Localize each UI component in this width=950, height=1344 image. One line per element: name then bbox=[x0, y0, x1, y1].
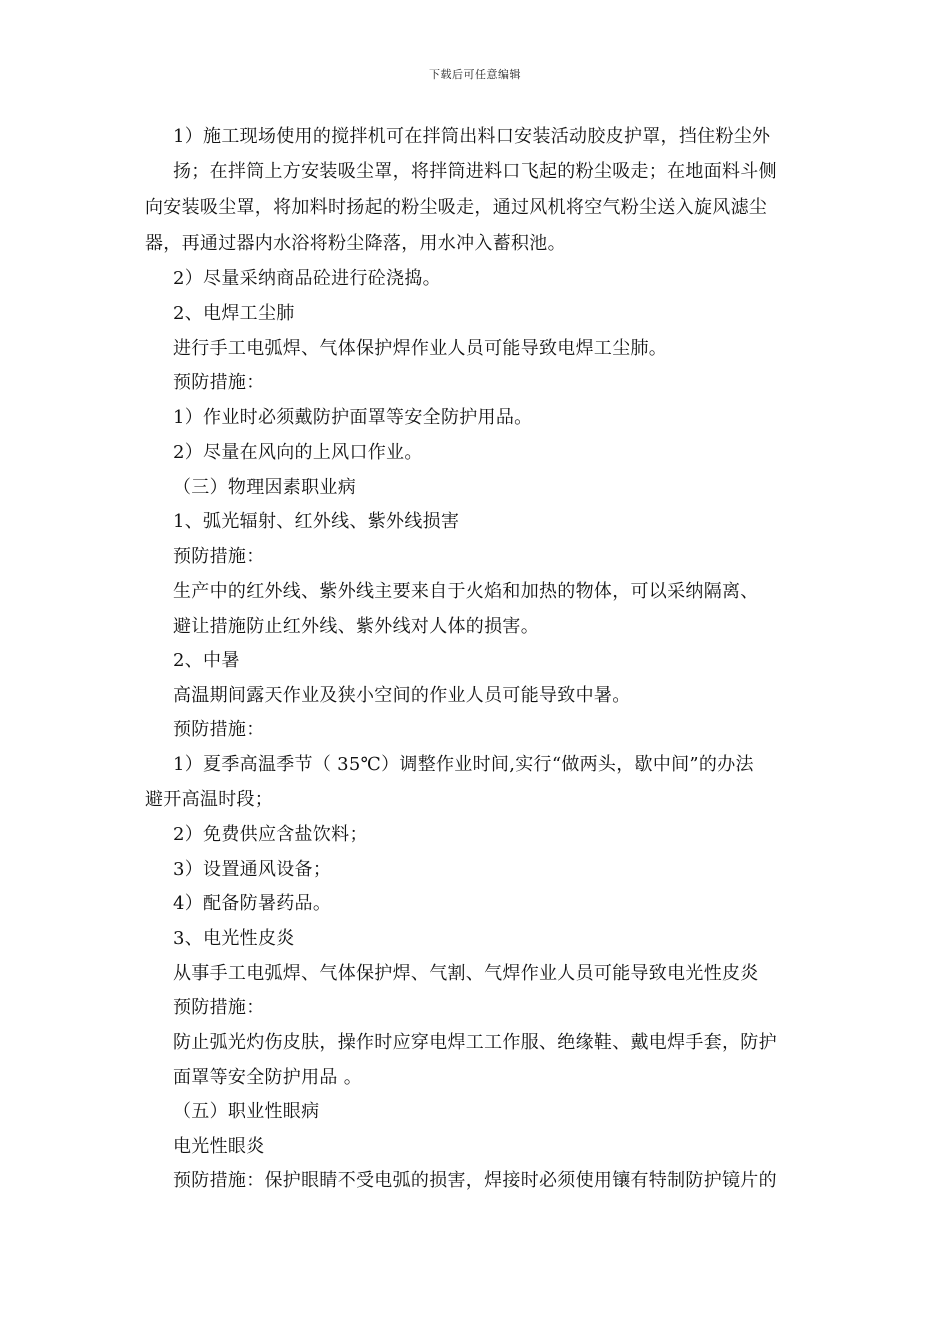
section-heading: 3、电光性皮炎 bbox=[173, 928, 295, 949]
text-line: 进行手工电弧焊、气体保护焊作业人员可能导致电焊工尘肺。 bbox=[173, 338, 668, 359]
text-line: 3）设置通风设备； bbox=[173, 859, 332, 880]
text-line: 1）夏季高温季节（ 35℃）调整作业时间,实行“做两头，歇中间”的办法 bbox=[173, 754, 754, 775]
text-line: 面罩等安全防护用品 。 bbox=[173, 1067, 363, 1088]
section-heading: 电光性眼炎 bbox=[173, 1136, 265, 1157]
text-line: 生产中的红外线、紫外线主要来自于火焰和加热的物体，可以采纳隔离、 bbox=[173, 581, 759, 602]
text-line: 预防措施： bbox=[173, 372, 265, 393]
text-line: 预防措施：保护眼睛不受电弧的损害，焊接时必须使用镶有特制防护镜片的 bbox=[173, 1170, 777, 1191]
text-line: 器，再通过器内水浴将粉尘降落，用水冲入蓄积池。 bbox=[145, 233, 566, 254]
text-line: 2）免费供应含盐饮料； bbox=[173, 824, 368, 845]
text-line: 预防措施： bbox=[173, 546, 265, 567]
text-line: 避开高温时段； bbox=[145, 789, 274, 810]
text-line: 预防措施： bbox=[173, 997, 265, 1018]
text-line: 避让措施防止红外线、紫外线对人体的损害。 bbox=[173, 616, 539, 637]
section-heading: 1、弧光辐射、红外线、紫外线损害 bbox=[173, 511, 460, 532]
section-heading: 2、电焊工尘肺 bbox=[173, 303, 295, 324]
text-line: 向安装吸尘罩，将加料时扬起的粉尘吸走，通过风机将空气粉尘送入旋风滤尘 bbox=[145, 197, 768, 218]
text-line: 预防措施： bbox=[173, 719, 265, 740]
text-line: 1）作业时必须戴防护面罩等安全防护用品。 bbox=[173, 407, 533, 428]
text-line: 2）尽量采纳商品砼进行砼浇捣。 bbox=[173, 268, 441, 289]
text-line: 2）尽量在风向的上风口作业。 bbox=[173, 442, 423, 463]
section-heading: 2、中暑 bbox=[173, 650, 240, 671]
text-line: 4）配备防暑药品。 bbox=[173, 893, 332, 914]
text-line: 1）施工现场使用的搅拌机可在拌筒出料口安装活动胶皮护罩，挡住粉尘外 bbox=[173, 126, 771, 147]
section-heading: （三）物理因素职业病 bbox=[173, 477, 356, 498]
text-line: 高温期间露天作业及狭小空间的作业人员可能导致中暑。 bbox=[173, 685, 631, 706]
section-heading: （五）职业性眼病 bbox=[173, 1101, 320, 1122]
text-line: 从事手工电弧焊、气体保护焊、气割、气焊作业人员可能导致电光性皮炎 bbox=[173, 963, 759, 984]
page-header: 下载后可任意编辑 bbox=[429, 68, 521, 81]
text-line: 扬；在拌筒上方安装吸尘罩，将拌筒进料口飞起的粉尘吸走；在地面料斗侧 bbox=[173, 161, 777, 182]
text-line: 防止弧光灼伤皮肤，操作时应穿电焊工工作服、绝缘鞋、戴电焊手套，防护 bbox=[173, 1032, 777, 1053]
